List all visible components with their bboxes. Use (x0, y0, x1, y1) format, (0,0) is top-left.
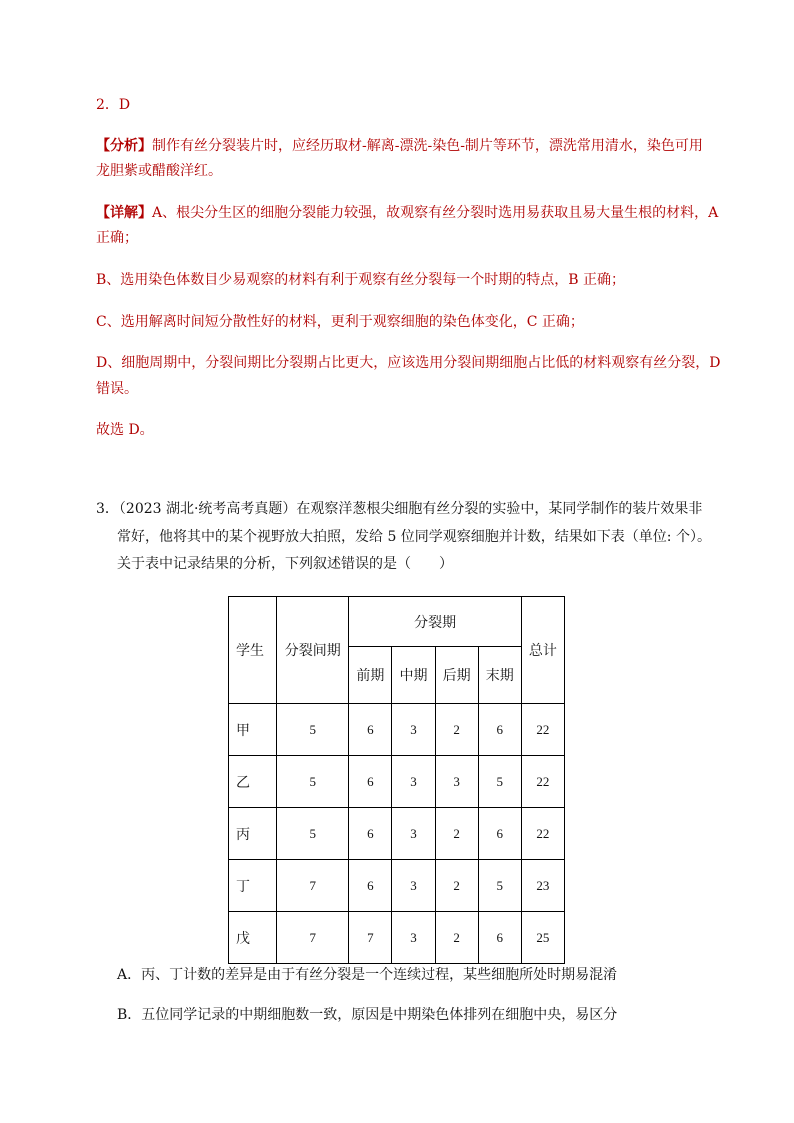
telophase-count: 5 (478, 860, 521, 912)
anaphase-count: 2 (435, 912, 478, 964)
header-mitosis: 分裂期 (349, 597, 521, 647)
student-name: 丁 (229, 860, 277, 912)
table-row (229, 860, 565, 912)
total-count: 22 (521, 756, 564, 808)
anaphase-count: 2 (435, 860, 478, 912)
header-metaphase: 中期 (392, 647, 435, 704)
metaphase-count: 3 (392, 912, 435, 964)
table-header-row-1 (229, 597, 565, 647)
telophase-count: 5 (478, 756, 521, 808)
option-a: A．丙、丁计数的差异是由于有丝分裂是一个连续过程，某些细胞所处时期易混淆 (117, 967, 618, 983)
prophase-count: 6 (349, 756, 392, 808)
header-total: 总计 (521, 597, 564, 704)
interphase-count: 5 (277, 808, 349, 860)
question-3-line-2: 常好，他将其中的某个视野放大拍照，发给 5 位同学观察细胞并计数，结果如下表（单位: 个）。 (117, 529, 711, 545)
table-row (229, 912, 565, 964)
analysis-tag: 【分析】 (96, 138, 152, 154)
prophase-count: 6 (349, 704, 392, 756)
interphase-count: 7 (277, 860, 349, 912)
interphase-count: 5 (277, 756, 349, 808)
total-count: 22 (521, 808, 564, 860)
student-name: 乙 (229, 756, 277, 808)
metaphase-count: 3 (392, 756, 435, 808)
table-row (229, 756, 565, 808)
prophase-count: 6 (349, 860, 392, 912)
table-row (229, 704, 565, 756)
detail-a-line-1 (96, 204, 718, 222)
header-anaphase: 后期 (435, 647, 478, 704)
cell-count-table (228, 596, 565, 964)
anaphase-count: 2 (435, 808, 478, 860)
interphase-count: 7 (277, 912, 349, 964)
detail-tag: 【详解】 (96, 205, 152, 221)
analysis-text-1: 制作有丝分裂装片时，应经历取材-解离-漂洗-染色-制片等环节，漂洗常用清水，染色可用 (152, 138, 703, 154)
analysis-line-2: 龙胆紫或醋酸洋红。 (96, 163, 222, 179)
header-interphase: 分裂间期 (277, 597, 349, 704)
telophase-count: 6 (478, 704, 521, 756)
total-count: 22 (521, 704, 564, 756)
analysis-line-1 (96, 137, 703, 155)
student-name: 戊 (229, 912, 277, 964)
anaphase-count: 3 (435, 756, 478, 808)
header-student: 学生 (229, 597, 277, 704)
metaphase-count: 3 (392, 808, 435, 860)
detail-a-text: A、根尖分生区的细胞分裂能力较强，故观察有丝分裂时选用易获取且易大量生根的材料，A (152, 205, 719, 221)
header-telophase: 末期 (478, 647, 521, 704)
telophase-count: 6 (478, 912, 521, 964)
answer-number: 2．D (96, 97, 131, 113)
interphase-count: 5 (277, 704, 349, 756)
telophase-count: 6 (478, 808, 521, 860)
prophase-count: 7 (349, 912, 392, 964)
table-row (229, 808, 565, 860)
student-name: 丙 (229, 808, 277, 860)
anaphase-count: 2 (435, 704, 478, 756)
detail-d-line-1: D、细胞周期中，分裂间期比分裂期占比更大，应该选用分裂间期细胞占比低的材料观察有丝分裂，D (96, 355, 721, 371)
student-name: 甲 (229, 704, 277, 756)
detail-a-line-2: 正确； (96, 230, 138, 246)
total-count: 25 (521, 912, 564, 964)
detail-c: C、选用解离时间短分散性好的材料，更利于观察细胞的染色体变化，C 正确； (96, 314, 584, 330)
header-prophase: 前期 (349, 647, 392, 704)
option-b: B．五位同学记录的中期细胞数一致，原因是中期染色体排列在细胞中央，易区分 (117, 1007, 618, 1023)
detail-b: B、选用染色体数目少易观察的材料有利于观察有丝分裂每一个时期的特点，B 正确； (96, 272, 626, 288)
metaphase-count: 3 (392, 860, 435, 912)
prophase-count: 6 (349, 808, 392, 860)
metaphase-count: 3 (392, 704, 435, 756)
conclusion: 故选 D。 (96, 422, 154, 438)
question-3-line-3: 关于表中记录结果的分析，下列叙述错误的是（ ） (117, 556, 453, 572)
question-3-line-1: 3．（2023 湖北·统考高考真题）在观察洋葱根尖细胞有丝分裂的实验中，某同学制作的装片效果非 (96, 501, 703, 517)
detail-d-line-2: 错误。 (96, 381, 138, 397)
total-count: 23 (521, 860, 564, 912)
